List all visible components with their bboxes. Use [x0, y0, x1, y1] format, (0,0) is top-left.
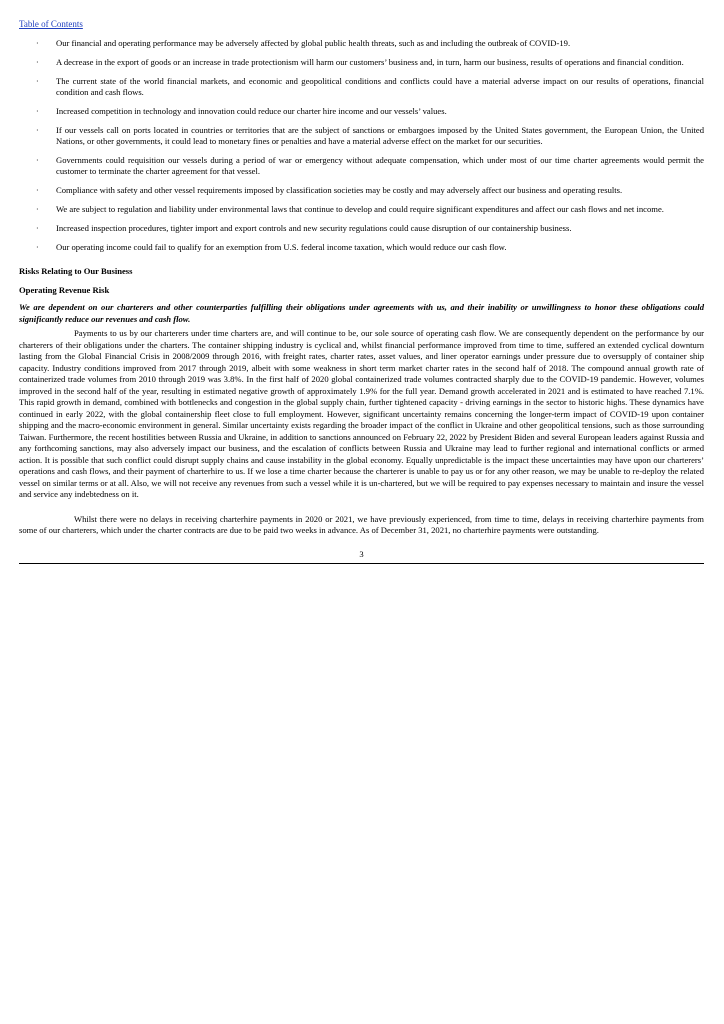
bullet-icon: ·	[36, 76, 39, 86]
list-item	[19, 204, 704, 216]
bullet-icon: ·	[36, 57, 39, 67]
bullet-icon: ·	[36, 155, 39, 165]
bullet-icon: ·	[36, 106, 39, 116]
list-item	[19, 57, 704, 69]
list-item-text: Increased inspection procedures, tighter import and export controls and new security regulations could cause disruption of our containership business.	[56, 222, 572, 233]
bullet-icon: ·	[36, 186, 39, 196]
table-of-contents-link[interactable]: Table of Contents	[19, 19, 83, 29]
list-item	[19, 155, 704, 178]
list-item	[19, 125, 704, 148]
list-item-text: If our vessels call on ports located in countries or territories that are the subject of sanctions or embargoes imposed by the United States government, the European Union, the United Nations, or other governments, it could lead to monetary fines or penalties and have a material adverse effect on the market for our securities.	[56, 124, 704, 147]
list-item-text: Governments could requisition our vessels during a period of war or emergency without adequate compensation, which under most of our time charter agreements would permit the customer to terminate the charter agreement for that vessel.	[56, 154, 704, 177]
bullet-icon: ·	[36, 205, 39, 215]
list-item	[19, 223, 704, 235]
list-item	[19, 185, 704, 197]
page-number: 3	[359, 548, 364, 559]
page-divider	[19, 563, 704, 564]
risk-factor-title: We are dependent on our charterers and other counterparties fulfilling their obligations under agreements with us, and their inability or unwillingness to honor these obligations could significantly reduce our revenues and cash flow.	[19, 302, 704, 324]
section-heading: Risks Relating to Our Business	[19, 266, 133, 277]
body-paragraph: Whilst there were no delays in receiving charterhire payments in 2020 or 2021, we have previously experienced, from time to time, delays in receiving charterhire payments from some of our charterers, which under the charter contracts are due to be paid two weeks in advance. As of December 31, 2021, no charterhire payments were outstanding.	[19, 513, 704, 536]
subsection-heading: Operating Revenue Risk	[19, 285, 110, 296]
list-item-text: Increased competition in technology and innovation could reduce our charter hire income and our vessels’ values.	[56, 105, 447, 116]
list-item	[19, 76, 704, 99]
bullet-icon: ·	[36, 242, 39, 252]
list-item	[19, 242, 704, 254]
body-paragraph: Payments to us by our charterers under time charters are, and will continue to be, our sole source of operating cash flow. We are consequently dependent on the performance by our charterers of their obligations under the charters. The container shipping industry is cyclical and, whilst financial performance improved from time to time, suffered an extended cyclical downturn lasting from the Global Financial Crisis in 2008/2009 through 2016, with freight rates, charter rates, asset values, and liner operator earnings under pressure due to oversupply of container ship capacity. Industry conditions improved from 2017 through 2019, albeit with some weakness in short term market charter rates in the second half of 2018. The compound annual growth rate of containerized trade volumes from 2010 through 2019 was 3.8%. In the first half of 2020 global containerized trade volumes contracted sharply due to the COVID-19 pandemic. However, volumes improved in the second half of the year, resulting in estimated negative growth of approximately 1.9% for the full year. Demand growth accelerated in 2021 and is estimated to have reached 7.1%. This rapid growth in demand, combined with bottlenecks and congestion in the global supply chain, further tightened capacity - driving earnings in the sector to historic highs. These dynamics have continued in early 2022, with the global containership fleet close to full employment. However, significant uncertainty remains concerning the longer-term impact of COVID-19 upon container shipping and the macro-economic environment in general. Similar uncertainty exists regarding the broader impact of the conflict in Ukraine and other geopolitical tensions, such as those surrounding Taiwan. Furthermore, the recent hostilities between Russia and Ukraine, in addition to sanctions announced on February 22, 2022 by President Biden and several European leaders against Russia and any forthcoming sanctions, may also adversely impact our business, and the escalation of conflicts between Russia and Ukraine may lead to further regional and international conflicts or armed action. It is possible that such conflict could disrupt supply chains and cause instability in the global economy. Equally unpredictable is the impact these uncertainties may have upon our charterers’ operations and cash flows, and their payment of charterhire to us. If we lose a time charter because the charterer is unable to pay us or for any other reason, we may be unable to re-deploy the related vessel on similar terms or at all. Also, we will not receive any revenues from such a vessel while it is un-chartered, but we will be required to pay expenses necessary to maintain and insure the vessel and service any indebtedness on it.	[19, 328, 704, 500]
list-item-text: Our financial and operating performance may be adversely affected by global public health threats, such as and including the outbreak of COVID-19.	[56, 38, 571, 48]
list-item-text: The current state of the world financial markets, and economic and geopolitical conditions and conflicts could have a material adverse impact on our results of operations, financial condition and cash flows.	[56, 75, 704, 98]
list-item-text: A decrease in the export of goods or an increase in trade protectionism will harm our customers’ business and, in turn, harm our business, results of operations and financial condition.	[56, 56, 684, 67]
bullet-icon: ·	[36, 125, 39, 135]
list-item-text: Our operating income could fail to qualify for an exemption from U.S. federal income taxation, which would reduce our cash flow.	[56, 241, 507, 252]
list-item	[19, 38, 704, 50]
list-item-text: Compliance with safety and other vessel requirements imposed by classification societies may be costly and may adversely affect our business and operating results.	[56, 185, 623, 196]
document-page	[19, 14, 704, 564]
bullet-icon: ·	[36, 223, 39, 233]
bullet-icon: ·	[36, 39, 39, 48]
list-item-text: We are subject to regulation and liability under environmental laws that continue to develop and could require significant expenditures and affect our cash flows and net income.	[56, 204, 664, 215]
list-item	[19, 106, 704, 118]
risk-summary-list	[19, 38, 704, 253]
